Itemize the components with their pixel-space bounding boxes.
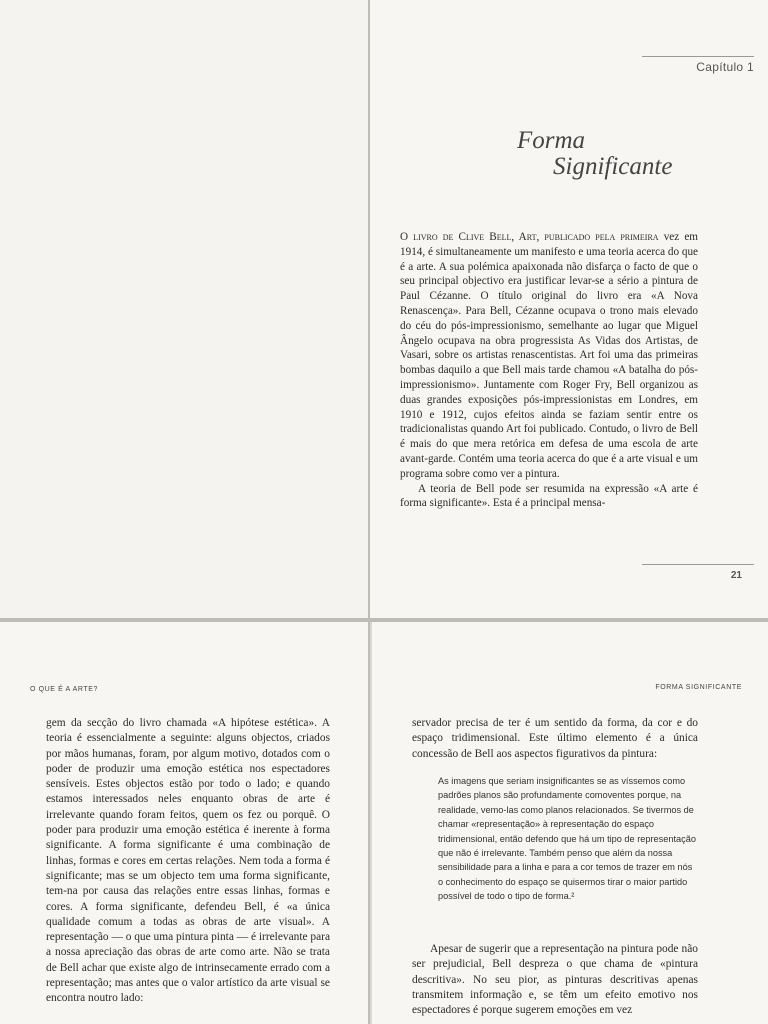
blank-page xyxy=(0,0,368,618)
left-page-body: gem da secção do livro chamada «A hipótese estética». A teoria é essencialmente a seguinte: alguns objectos, criados por mãos humanas, foram, por algum motivo, dotados com o poder de produzir uma emoção estética nos espectadores sensíveis. Estes objectos estão por todo o lado; e quando estamos interessados neles enquanto obras de arte é irrelevante quando foram feitos, quem os fez ou porquê. O poder para produzir uma emoção estética é inerente à forma significante. A forma significante é uma combinação de linhas, formas e cores em certas relações. Nem toda a forma é significante; mas se um objecto tem uma forma significante, tem-na por causa das relações entre essas linhas, formas e cores. A forma significante, defendeu Bell, é «a única qualidade comum a todas as obras de arte visual». A representação — o que uma pintura pinta — é irrelevante para a nossa apreciação das obras de arte como arte. Não se trata de Bell achar que existe algo de intrinsecamente errado com a representação; mas antes que o valor artístico da arte visual se encontra noutro lado: xyxy=(46,717,331,1005)
left-page xyxy=(0,622,368,1024)
footer-rule xyxy=(642,564,754,565)
chapter-opening-page xyxy=(370,0,768,618)
right-page-paragraph xyxy=(412,942,698,1018)
running-head-left: O QUE É A ARTE? xyxy=(30,686,99,693)
header-rule xyxy=(642,56,754,57)
chapter-body xyxy=(400,230,698,511)
lead-in: O livro de Clive Bell, Art, publicado pela primeira xyxy=(400,231,659,243)
right-page xyxy=(372,622,768,1024)
paragraph-1 xyxy=(400,230,698,482)
block-quote: As imagens que seriam insignificantes se as víssemos como padrões planos são profundamente comoventes porque, na realidade, vemo-las como planos relacionados. Se tivermos de chamar «representação» à representação do espaço tridimensional, então defendo que há um tipo de representação que não é irrelevante. Também penso que além da nossa sensibilidade para a linha e para a cor temos de trazer em nós o conhecimento do espaço se quisermos tirar o maior partido possível de todo o tipo de forma.² xyxy=(438,776,696,902)
chapter-label: Capítulo 1 xyxy=(696,60,754,74)
running-head-right: FORMA SIGNIFICANTE xyxy=(655,684,742,691)
right-page-intro: servador precisa de ter é um sentido da forma, da cor e do espaço tridimensional. Este último elemento é a única concessão de Bell aos aspectos figurativos da pintura: xyxy=(412,717,698,760)
paragraph-2: A teoria de Bell pode ser resumida na expressão «A arte é forma significante». Esta é a principal mensa- xyxy=(400,482,698,510)
paragraph: Apesar de sugerir que a representação na pintura pode não ser prejudicial, Bell despreza o que chama de «pintura descritiva». No seu pior, as pinturas descritivas apenas transmitem informação e, se têm um efeito emotivo nos espectadores é porque sugerem emoções em vez xyxy=(412,943,698,1017)
paragraph-1-text: vez em 1914, é simultaneamente um manifesto e uma teoria acerca do que é a arte. A sua polémica apaixonada não disfarça o facto de que o seu principal objectivo era justificar levar-se a sério a pintura de Paul Cézanne. O título original do livro era «A Nova Renascença». Para Bell, Cézanne ocupava o trono mais elevado do céu do pós-impressionismo, semelhante ao lugar que Miguel Ângelo ocupava na obra progressista As Vidas dos Artistas, de Vasari, sobre os artistas renascentistas. Art foi uma das primeiras bombas daquilo a que Bell mais tarde chamou «A batalha do pós-impressionismo». Juntamente com Roger Fry, Bell organizou as duas grandes exposições pós-impressionistas em Londres, em 1910 e 1912, cujos efeitos ainda se faziam sentir entre os tradicionalistas quando Art foi publicado. Contudo, o livro de Bell é mais do que mera retórica em defesa de uma escola de arte avant-garde. Contém uma teoria acerca do que é a arte visual e um programa sobre como ver a pintura. xyxy=(400,231,698,480)
chapter-title-line2: Significante xyxy=(553,153,673,180)
chapter-title-line1: Forma xyxy=(517,127,586,154)
page-number: 21 xyxy=(730,570,742,581)
